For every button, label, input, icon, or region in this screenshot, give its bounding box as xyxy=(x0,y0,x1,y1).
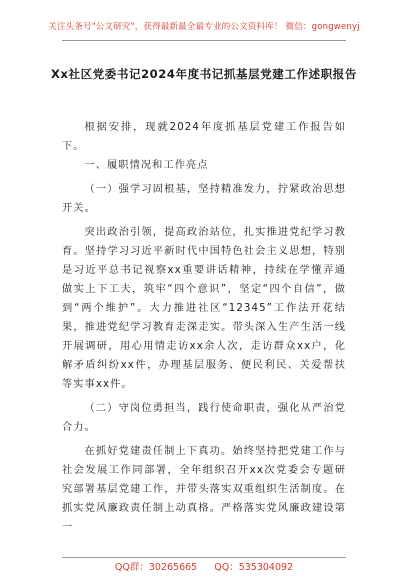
footer-divider xyxy=(62,557,346,558)
paragraph-intro: 根据安排，现就2024年度抓基层党建工作报告如下。 xyxy=(62,122,346,152)
paragraph-body-1: 突出政治引领，提高政治站位，扎实推进党纪学习教育。坚持学习习近平新时代中国特色社会主义思想，特别是习近平总书记视察xx重要讲话精神，持续在学懂弄通做实上下工夫，筑牢“四个意识”，坚定“四个自信”，做到“两个维护”。大力推进社区“12345”工作法开花结果，推进党纪学习教育走深走实。带头深入生产生活一线开展调研，用心用情走访xx余人次，走访群众xx户，化解矛盾纠纷xx件，办理基层服务、便民利民、关爱帮扶等实事xx件。 xyxy=(62,227,346,390)
footer-qq: QQ：535304092 xyxy=(214,562,294,573)
header-divider xyxy=(62,40,346,41)
footer-qq-group: QQ群：30265665 xyxy=(114,562,198,573)
section-heading-1: 一、履职情况和工作亮点 xyxy=(84,160,209,171)
subsection-heading-1: （一）强学习固根基，坚持精准发力，拧紧政治思想开关。 xyxy=(62,184,346,214)
document-title: Xx社区党委书记2024年度书记抓基层党建工作述职报告 xyxy=(51,67,357,81)
document-body xyxy=(62,118,346,537)
paragraph-body-2: 在抓好党建责任制上下真功。始终坚持把党建工作与社会发展工作同部署，全年组织召开xx次党委会专题研究部署基层党建工作，并带头落实双重组织生活制度。在抓实党风廉政责任制上动真格。严格落实党风廉政建设第一 xyxy=(62,446,346,533)
subsection-heading-2: （二）守岗位勇担当，践行使命职责，强化从严治党合力。 xyxy=(62,403,346,433)
header-note: 关注头条号"公文研究"，获得最新最全最专业的公文资料库！ 微信：gongwenyj xyxy=(48,22,360,32)
footer-contact xyxy=(0,559,408,573)
